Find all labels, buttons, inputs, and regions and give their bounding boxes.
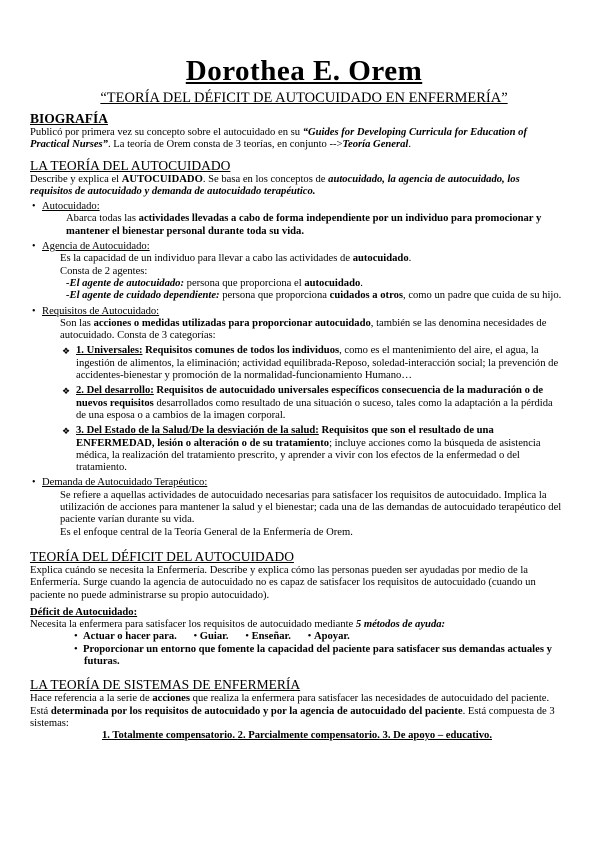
text: acciones — [152, 693, 190, 705]
methods-list — [74, 631, 564, 643]
text: determinada por los requisitos de autocuidado y por la agencia de autocuidado del paciente — [50, 705, 463, 717]
text: Requisitos comunes de todos los individuos — [142, 345, 340, 357]
system-item: 3. De apoyo – educativo. — [382, 730, 492, 742]
text: cuidados a otros — [329, 290, 404, 302]
item-body — [76, 425, 564, 474]
document-title: Dorothea E. Orem — [185, 55, 423, 87]
method-item: Enseñar. — [251, 631, 291, 643]
deficit-sub-heading: Déficit de Autocuidado: — [30, 606, 138, 618]
method-item: Apoyar. — [313, 631, 350, 643]
text: Son las — [60, 317, 94, 329]
text: . La teoría de Orem consta de 3 teorías, en conjunto --> — [107, 139, 343, 151]
item-body: Se refiere a aquellas actividades de autocuidado necesarias para satisfacer los requisitos de autocuidado. Implica la utilización de acciones para mantener la salud y el bienestar; cada una de las demandas de autocuidado terapéutico del paciente varían durante su vida. — [60, 489, 562, 526]
text: Describe y explica el — [30, 173, 122, 185]
text: . Se basa en los conceptos de — [202, 173, 329, 185]
system-item: 1. Totalmente compensatorio. — [102, 730, 236, 742]
text: 5 métodos de ayuda: — [355, 619, 446, 631]
text: desarrollados como resultado de una situación o suceso, tales como la adaptación a la pérdida de una esposa o a cambios de la imagen corporal. — [76, 397, 553, 421]
list-item — [42, 241, 564, 302]
text: Abarca todas las — [66, 213, 139, 225]
section-heading-deficit: TEORÍA DEL DÉFICIT DEL AUTOCUIDADO — [30, 548, 294, 564]
concepts: autocuidado, la agencia de autocuidado, los requisitos de autocuidado y demanda de autocuidado terapéutico. — [30, 173, 520, 197]
text: , también se las denomina necesidades de autocuidado. Consta de 3 categorías: — [60, 317, 547, 342]
list-item — [60, 345, 564, 382]
term: AUTOCUIDADO — [121, 173, 203, 185]
text: persona que proporciona el — [184, 277, 305, 289]
list-item — [42, 306, 564, 475]
teoria-general-term: Teoría General — [342, 139, 409, 151]
sistemas-paragraph — [30, 693, 564, 730]
method-item: Actuar o hacer para. — [83, 631, 177, 643]
document-subtitle: “TEORÍA DEL DÉFICIT DE AUTOCUIDADO EN ENFERMERÍA” — [100, 90, 508, 106]
text: -El agente de cuidado dependiente: — [66, 290, 220, 302]
systems-list — [30, 730, 564, 742]
deficit-paragraph: Explica cuándo se necesita la Enfermería. Describe y explica cómo las personas pueden ser ayudadas por medio de la Enfermería. Surge cuando la agencia de autocuidado no es capaz de satisfacer los requisitos de autocuidado (cuando un paciente no puede administrarse su propio autocuidado). — [30, 564, 536, 601]
text: Requisitos de autocuidado universales específicos consecuencia de la maduración o de nuevos requisitos — [76, 385, 544, 409]
document-page — [30, 54, 564, 742]
text: . — [408, 139, 412, 151]
item-label: 2. Del desarrollo: — [76, 385, 154, 397]
text: -El agente de autocuidado: — [66, 277, 184, 289]
text: . Está compuesta de 3 sistemas: — [30, 705, 555, 729]
text: autocuidado — [304, 277, 361, 289]
method-item: Guiar. — [199, 631, 229, 643]
item-body: Es el enfoque central de la Teoría General de la Enfermería de Orem. — [60, 526, 353, 538]
bullet: • — [193, 631, 200, 643]
categories-list — [60, 345, 564, 474]
biografia-paragraph — [30, 127, 564, 152]
text: . — [360, 277, 363, 289]
bullet: • — [74, 643, 84, 655]
list-item — [60, 385, 564, 422]
text: Publicó por primera vez su concepto sobre el autocuidado en su — [30, 127, 303, 138]
item-label: • Demanda de Autocuidado Terapéutico: — [42, 477, 208, 489]
bullet: • — [307, 631, 314, 643]
text: Necesita la enfermera para satisfacer los requisitos de autocuidado mediante — [30, 619, 356, 631]
item-body — [66, 278, 564, 290]
item-body — [66, 290, 564, 302]
item-body — [60, 253, 564, 265]
text: actividades llevadas a cabo de forma independiente por un individuo para promocionar y mantener el bienestar personal durante toda su vida. — [66, 213, 542, 237]
concept-list — [44, 201, 564, 539]
text: , como un padre que cuida de su hijo. — [403, 290, 562, 302]
text: Requisitos que son el resultado de una ENFERMEDAD, lesión o alteración o de su tratamiento — [76, 425, 494, 449]
text: ; incluye acciones como la búsqueda de asistencia médica, la realización del tratamiento prescrito, y aprender a vivir con los efectos de la enfermedad o del tratamiento. — [76, 437, 541, 474]
text: autocuidado — [352, 253, 409, 265]
text: persona que proporciona — [219, 290, 330, 302]
method-item-5 — [74, 644, 564, 669]
deficit-methods-intro — [30, 619, 564, 631]
list-item — [42, 477, 564, 538]
item-body: Consta de 2 agentes: — [60, 265, 148, 277]
text: Hace referencia a la serie de — [30, 693, 153, 705]
item-label: 1. Universales: — [76, 345, 143, 357]
item-label: 3. Del Estado de la Salud/De la desviación de la salud: — [76, 425, 319, 437]
text: que realiza la enfermera para satisfacer las necesidades de autocuidado del paciente. Está — [30, 693, 550, 717]
item-label: • Autocuidado: — [42, 201, 100, 213]
section-heading-biografia: BIOGRAFÍA — [30, 111, 109, 126]
section-heading-sistemas: LA TEORÍA DE SISTEMAS DE ENFERMERÍA — [30, 677, 301, 693]
bullet: • — [74, 631, 84, 643]
item-label: • Requisitos de Autocuidado: — [42, 305, 160, 317]
system-item: 2. Parcialmente compensatorio. — [237, 730, 380, 742]
item-body — [76, 345, 564, 382]
teoria-autocuidado-intro — [30, 174, 564, 199]
bullet: • — [245, 631, 252, 643]
section-heading-teoria-autocuidado: LA TEORÍA DEL AUTOCUIDADO — [30, 157, 231, 173]
text: Es la capacidad de un individuo para llevar a cabo las actividades de — [60, 253, 353, 265]
item-body — [66, 213, 564, 238]
item-body — [60, 318, 564, 343]
text: . — [408, 253, 412, 265]
list-item — [60, 425, 564, 474]
text: Proporcionar un entorno que fomente la capacidad del paciente para satisfacer sus demandas actuales y futuras. — [83, 643, 552, 667]
text: acciones o medidas utilizadas para proporcionar autocuidado — [93, 317, 371, 329]
item-label: • Agencia de Autocuidado: — [42, 241, 150, 253]
text: , como es el mantenimiento del aire, el agua, la ingestión de alimentos, la eliminación; actividad equilibrada-Reposo, soledad-interacción social; la prevención de accidentes-bienestar y promoción de la normalidad-funcionamiento Humano… — [76, 345, 559, 382]
book-title: “Guides for Developing Curricula for Education of Practical Nurses” — [30, 127, 527, 151]
item-body — [76, 385, 564, 422]
list-item — [42, 201, 564, 238]
